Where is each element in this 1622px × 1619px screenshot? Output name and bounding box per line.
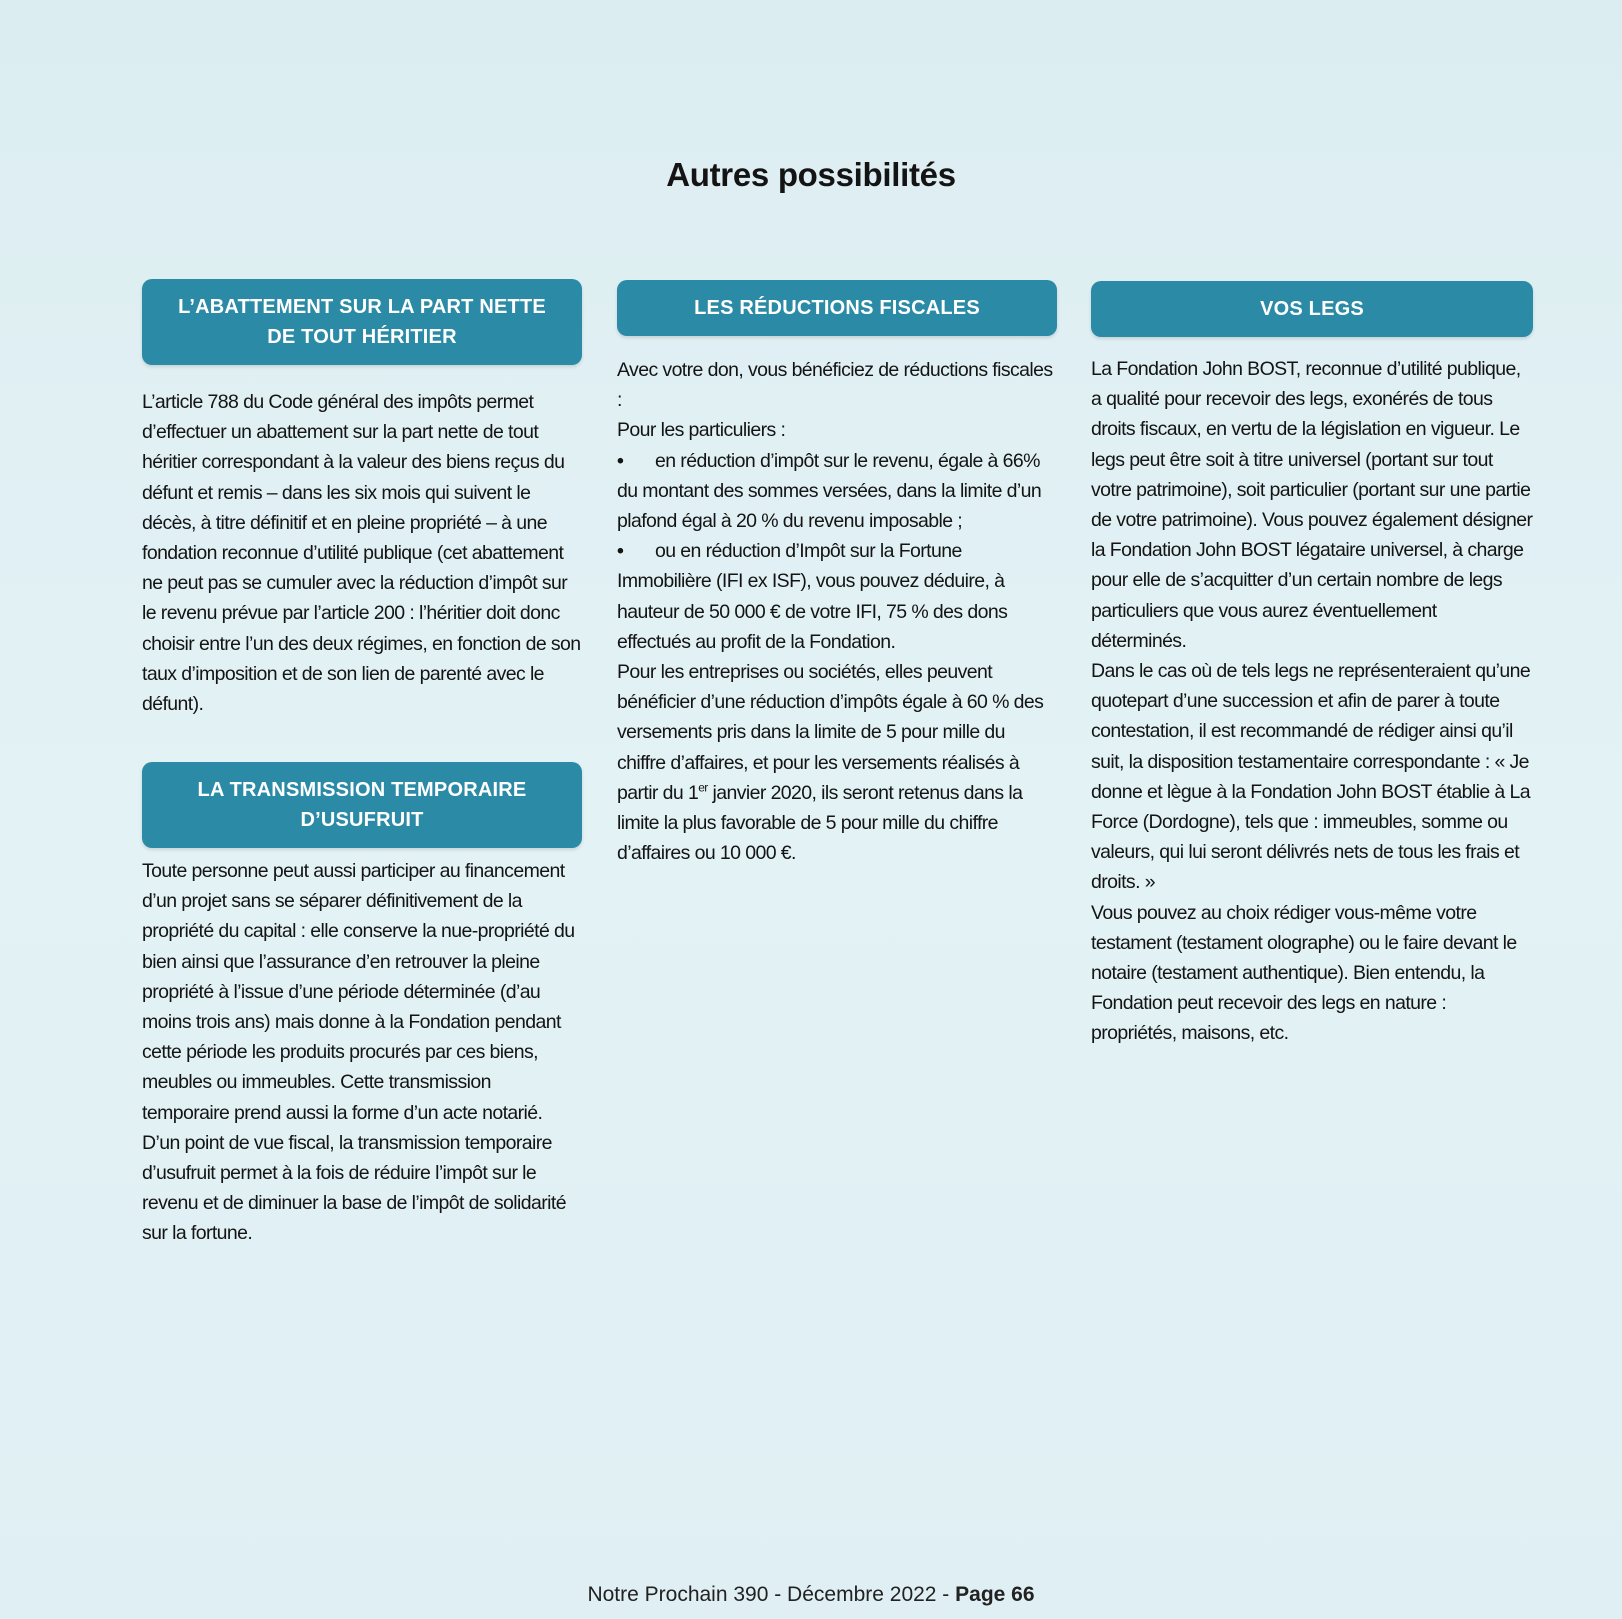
bullet-item [617,536,1057,657]
section-header-line: D’USUFRUIT [300,809,424,831]
footer-publication: Notre Prochain 390 - Décembre 2022 - [587,1583,956,1606]
section-header-line: VOS LEGS [1260,298,1364,320]
footer-page-number: Page 66 [955,1583,1035,1606]
section-header-reductions [617,280,1057,336]
section-body-abattement [142,387,582,719]
column-legs [1091,281,1533,1049]
section-header-usufruit [142,762,582,848]
paragraph: Pour les particuliers : [617,419,786,442]
section-header-line: DE TOUT HÉRITIER [267,326,457,348]
column-reductions [617,280,1057,868]
bullet-text: ou en réduction d’Impôt sur la Fortune Immobilière (IFI ex ISF), vous pouvez déduire, à hauteur de 50 000 € de votre IFI, 75 % des dons effectués au profit de la Fondation. [617,540,1008,653]
section-body-legs [1091,354,1533,1049]
bullet-icon: • [617,449,624,472]
paragraph [617,657,1057,868]
paragraph: Vous pouvez au choix rédiger vous-même votre testament (testament olographe) ou le faire devant le notaire (testament authentique). Bien entendu, la Fondation peut recevoir des legs en nature : propriétés, maisons, etc. [1091,901,1517,1045]
section-header-abattement [142,279,582,365]
section-header-line: LES RÉDUCTIONS FISCALES [694,297,980,319]
text-span: janvier 2020, ils seront retenus dans la limite la plus favorable de 5 pour mille du chiffre d’affaires ou 10 000 €. [617,781,1023,865]
section-header-legs [1091,281,1533,337]
bullet-icon: • [617,540,624,563]
paragraph: La Fondation John BOST, reconnue d’utilité publique, a qualité pour recevoir des legs, exonérés de tous droits fiscaux, en vertu de la législation en vigueur. Le legs peut être soit à titre universel (portant sur tout votre patrimoine), soit particulier (portant sur une partie de votre patrimoine). Vous pouvez également désigner la Fondation John BOST légataire universel, à charge pour elle de s’acquitter d’un certain nombre de legs particuliers que vous aurez éventuellement déterminés. [1091,358,1533,652]
column-abattement [142,279,582,719]
paragraph: Toute personne peut aussi participer au financement d’un projet sans se séparer définitivement de la propriété du capital : elle conserve la nue-propriété du bien ainsi que l’assurance d’en retrouver la pleine propriété à l’issue d’une période déterminée (d’au moins trois ans) mais donne à la Fondation pendant cette période les produits procurés par ces biens, meubles ou immeubles. Cette transmission temporaire prend aussi la forme d’un acte notarié. D’un point de vue fiscal, la transmission temporaire d’usufruit permet à la fois de réduire l’impôt sur le revenu et de diminuer la base de l’impôt de solidarité sur la fortune. [142,860,575,1245]
superscript: er [698,780,708,795]
paragraph: Dans le cas où de tels legs ne représenteraient qu’une quotepart d’une succession et afin de parer à toute contestation, il est recommandé de rédiger ainsi qu’il suit, la disposition testamentaire correspondante : « Je donne et lègue à la Fondation John BOST établie à La Force (Dordogne), tels que : immeubles, somme ou valeurs, qui lui seront délivrés nets de tous les frais et droits. » [1091,660,1531,894]
section-header-line: LA TRANSMISSION TEMPORAIRE [197,779,527,801]
paragraph: Avec votre don, vous bénéficiez de réductions fiscales : [617,359,1053,412]
bullet-text: en réduction d’impôt sur le revenu, égale à 66% du montant des sommes versées, dans la limite d’un plafond égal à 20 % du revenu imposable ; [617,449,1042,533]
section-body-reductions [617,355,1057,868]
page-footer [0,1583,1622,1607]
paragraph: L’article 788 du Code général des impôts permet d’effectuer un abattement sur la part nette de tout héritier correspondant à la valeur des biens reçus du défunt et remis – dans les six mois qui suivent le décès, à titre définitif et en pleine propriété – à une fondation reconnue d’utilité publique (cet abattement ne peut pas se cumuler avec la réduction d’impôt sur le revenu prévue par l’article 200 : l’héritier doit donc choisir entre l’un des deux régimes, en fonction de son taux d’imposition et de son lien de parenté avec le défunt). [142,391,581,716]
bullet-item [617,446,1057,537]
column-usufruit [142,762,582,1249]
section-header-line: L’ABATTEMENT SUR LA PART NETTE [178,296,546,318]
page-title: Autres possibilités [666,156,956,193]
section-body-usufruit [142,856,582,1249]
text-span: Pour les entreprises ou sociétés, elles peuvent bénéficier d’une réduction d’impôts égale à 60 % des versements pris dans la limite de 5 pour mille du chiffre d’affaires, et pour les versements réalisés à partir du 1 [617,661,1044,804]
